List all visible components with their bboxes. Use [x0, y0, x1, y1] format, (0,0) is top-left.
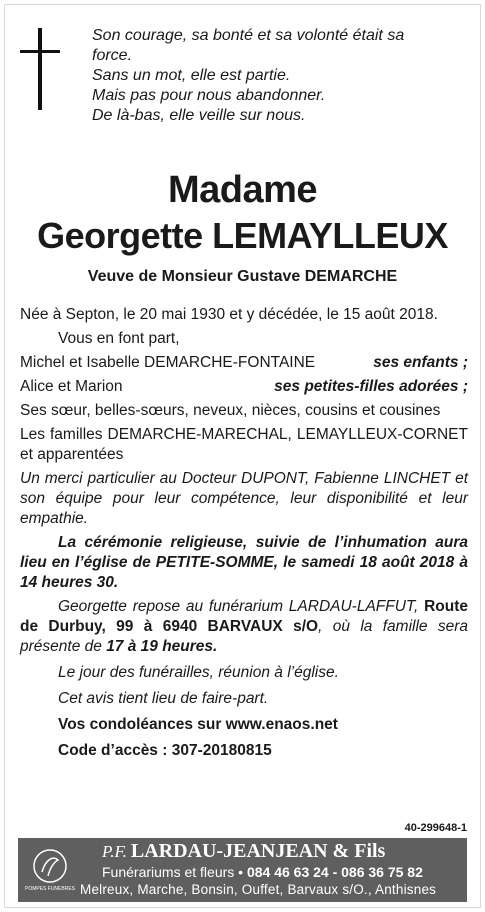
phone-numbers: 084 46 63 24 - 086 36 75 82	[246, 864, 423, 880]
funeral-home-contact	[102, 864, 423, 880]
family-row	[20, 377, 468, 397]
access-code: Code d’accès : 307-20180815	[58, 742, 272, 759]
family-relation: ses enfants ;	[373, 354, 468, 371]
company-name: LARDAU-JEANJEAN & Fils	[130, 840, 386, 862]
funeral-home-banner	[18, 838, 467, 902]
reference-number: 40-299648-1	[404, 822, 467, 834]
repose-text: Georgette repose au funérarium LARDAU-LAFFUT,	[58, 598, 425, 615]
repose-paragraph	[20, 597, 468, 657]
notice-line: Cet avis tient lieu de faire-part.	[58, 690, 269, 707]
reunion-line: Le jour des funérailles, réunion à l’église.	[58, 664, 339, 681]
services-label: Funérariums et fleurs •	[102, 864, 247, 880]
family-names: Michel et Isabelle DEMARCHE-FONTAINE	[20, 354, 316, 371]
thanks-paragraph: Un merci particulier au Docteur DUPONT, Fabienne LINCHET et son équipe pour leur compétence, leur disponibilité et leur empathie.	[20, 470, 468, 527]
poem-line: De là-bas, elle veille sur nous.	[92, 107, 306, 124]
family-relation: ses petites-filles adorées ;	[274, 378, 468, 395]
funeral-home-locations: Melreux, Marche, Bonsin, Ouffet, Barvaux s/O., Anthisnes	[80, 882, 437, 897]
pf-label: P.F.	[102, 842, 127, 861]
svg-text:POMPES FUNEBRES: POMPES FUNEBRES	[24, 886, 76, 892]
birth-death-line: Née à Septon, le 20 mai 1930 et y décédée, le 15 août 2018.	[20, 306, 438, 323]
families-line: Les familles DEMARCHE-MARECHAL, LEMAYLLEUX-CORNET et apparentées	[20, 426, 468, 463]
deceased-name: Georgette LEMAYLLEUX	[37, 215, 448, 256]
ceremony-paragraph: La cérémonie religieuse, suivie de l’inhumation aura lieu en l’église de PETITE-SOMME, le samedi 18 août 2018 à 14 heures 30.	[20, 534, 468, 591]
notice-body	[20, 305, 468, 761]
funeral-home-name	[102, 840, 385, 863]
announce-line: Vous en font part,	[58, 330, 180, 347]
title-honorific: Madame	[167, 169, 318, 211]
condolences-link[interactable]: Vos condoléances sur www.enaos.net	[58, 716, 338, 733]
poem-line: Mais pas pour nous abandonner.	[92, 87, 326, 104]
family-row	[20, 353, 468, 373]
widow-of: Veuve de Monsieur Gustave DEMARCHE	[87, 268, 398, 285]
repose-text-2: , où la famille sera présente de	[20, 618, 469, 655]
poem-line: Sans un mot, elle est partie.	[92, 67, 291, 84]
poem-line: Son courage, sa bonté et sa volonté était sa	[92, 27, 405, 44]
poem-line: force.	[92, 47, 133, 64]
poem	[92, 26, 472, 126]
relatives-line: Ses sœur, belles-sœurs, neveux, nièces, cousins et cousines	[20, 402, 441, 419]
visiting-hours: 17 à 19 heures.	[106, 638, 218, 655]
funeral-home-logo-icon	[24, 844, 76, 896]
funerarium-address: Route de Durbuy, 99 à 6940 BARVAUX s/O	[20, 598, 468, 635]
family-names: Alice et Marion	[20, 378, 123, 395]
